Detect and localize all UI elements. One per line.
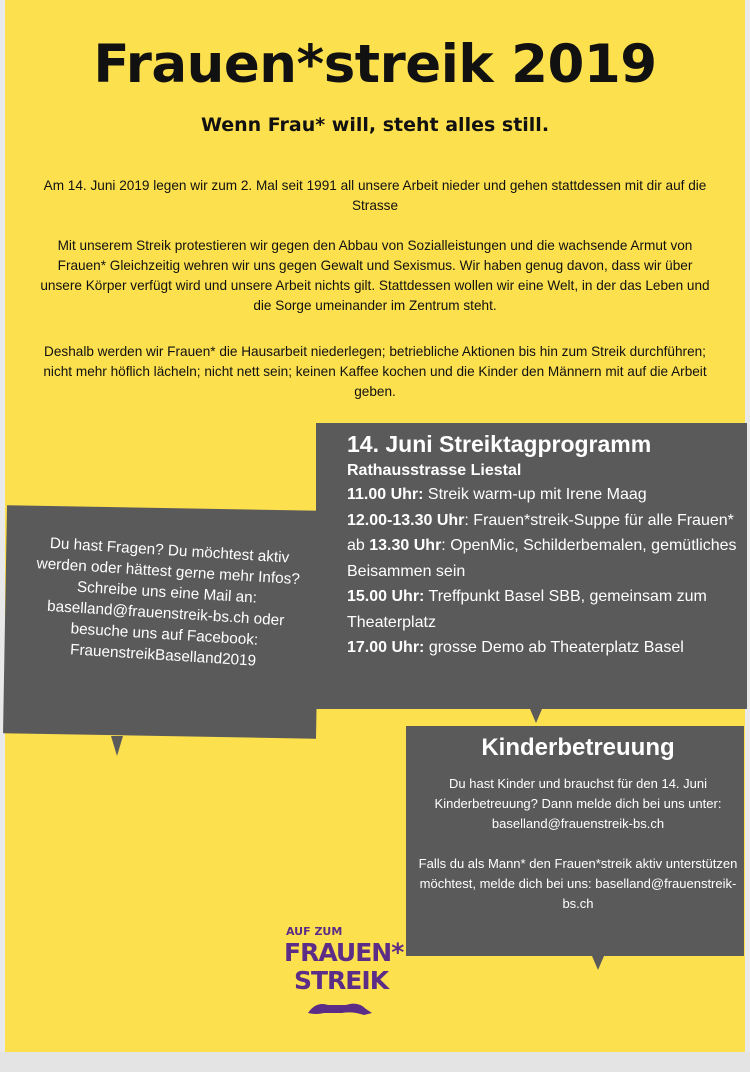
program-item xyxy=(347,482,747,508)
viewer-bottom-bar xyxy=(0,1052,750,1072)
program-location: Rathausstrasse Liestal xyxy=(347,462,522,479)
poster-subtitle: Wenn Frau* will, steht alles still. xyxy=(200,114,550,136)
program-item-text: : Frauen*streik-Suppe für alle Frauen* xyxy=(464,511,734,529)
program-item-time: 12.00-13.30 Uhr xyxy=(347,511,465,529)
childcare-paragraph-2: Falls du als Mann* den Frauen*streik aktiv unterstützen möchtest, melde dich bei uns: baselland@frauenstreik-bs.ch xyxy=(418,856,738,911)
raised-arm-icon xyxy=(306,997,376,1017)
childcare-title: Kinderbetreuung xyxy=(481,734,675,761)
poster-title: Frauen*streik 2019 xyxy=(93,34,657,95)
program-item xyxy=(347,635,747,661)
program-item-time: 17.00 Uhr: xyxy=(347,639,425,656)
program-item-time: 15.00 Uhr: xyxy=(347,588,425,605)
program-title: 14. Juni Streiktagprogramm xyxy=(347,431,652,457)
childcare-box xyxy=(406,726,744,956)
program-item xyxy=(347,508,747,534)
program-item-prefix: ab xyxy=(347,537,370,554)
childcare-paragraph-1: Du hast Kinder und brauchst für den 14. Juni Kinderbetreuung? Dann melde dich bei uns unter: baselland@frauenstreik-bs.ch xyxy=(434,776,722,831)
program-item xyxy=(347,533,747,584)
intro-paragraph-3: Deshalb werden wir Frauen* die Hausarbeit niederlegen; betriebliche Aktionen bis hin zum Streik durchführen; nicht mehr höflich lächeln; nicht nett sein; keinen Kaffee kochen und die Kinder den Männern mit auf die Arbeit geben. xyxy=(43,344,707,399)
poster-page xyxy=(5,0,745,1052)
program-box xyxy=(316,423,747,709)
program-item-time: 11.00 Uhr: xyxy=(347,486,424,503)
intro-paragraph-2: Mit unserem Streik protestieren wir gegen den Abbau von Sozialleistungen und die wachsende Armut von Frauen* Gleichzeitig wehren wir uns gegen Gewalt und Sexismus. Wir haben genug davon, dass wir über unsere Körper verfügt wird und unsere Arbeit nichts gilt. Stattdessen wollen wir eine Welt, in der das Leben und die Sorge umeinander im Zentrum steht. xyxy=(40,238,710,313)
program-box-tail xyxy=(530,709,542,723)
childcare-box-tail xyxy=(592,956,604,970)
program-item-text: : OpenMic, Schilderbemalen, gemütliches Beisammen sein xyxy=(347,537,737,580)
logo-line-2: FRAUEN* xyxy=(284,938,404,967)
program-item-text: Treffpunkt Basel SBB, gemeinsam zum Theaterplatz xyxy=(347,588,707,631)
contact-text: Du hast Fragen? Du möchtest aktiv werden oder hättest gerne mehr Infos? Schreibe uns eine Mail an: baselland@frauenstreik-bs.ch oder besuche uns auf Facebook: FrauenstreikBaselland2019 xyxy=(36,534,301,670)
program-list xyxy=(347,482,747,661)
program-item-text: Streik warm-up mit Irene Maag xyxy=(423,486,647,503)
contact-box xyxy=(3,505,320,738)
program-item xyxy=(347,584,747,635)
program-item-time: 13.30 Uhr xyxy=(369,537,442,554)
frauenstreik-logo xyxy=(280,925,410,1025)
contact-box-tail xyxy=(111,736,123,756)
program-item-text: grosse Demo ab Theaterplatz Basel xyxy=(424,639,684,656)
logo-line-3: STREIK xyxy=(294,966,389,995)
logo-line-1: AUF ZUM xyxy=(286,925,343,938)
intro-paragraph-1: Am 14. Juni 2019 legen wir zum 2. Mal seit 1991 all unsere Arbeit nieder und gehen stattdessen mit dir auf die Strasse xyxy=(43,178,707,213)
